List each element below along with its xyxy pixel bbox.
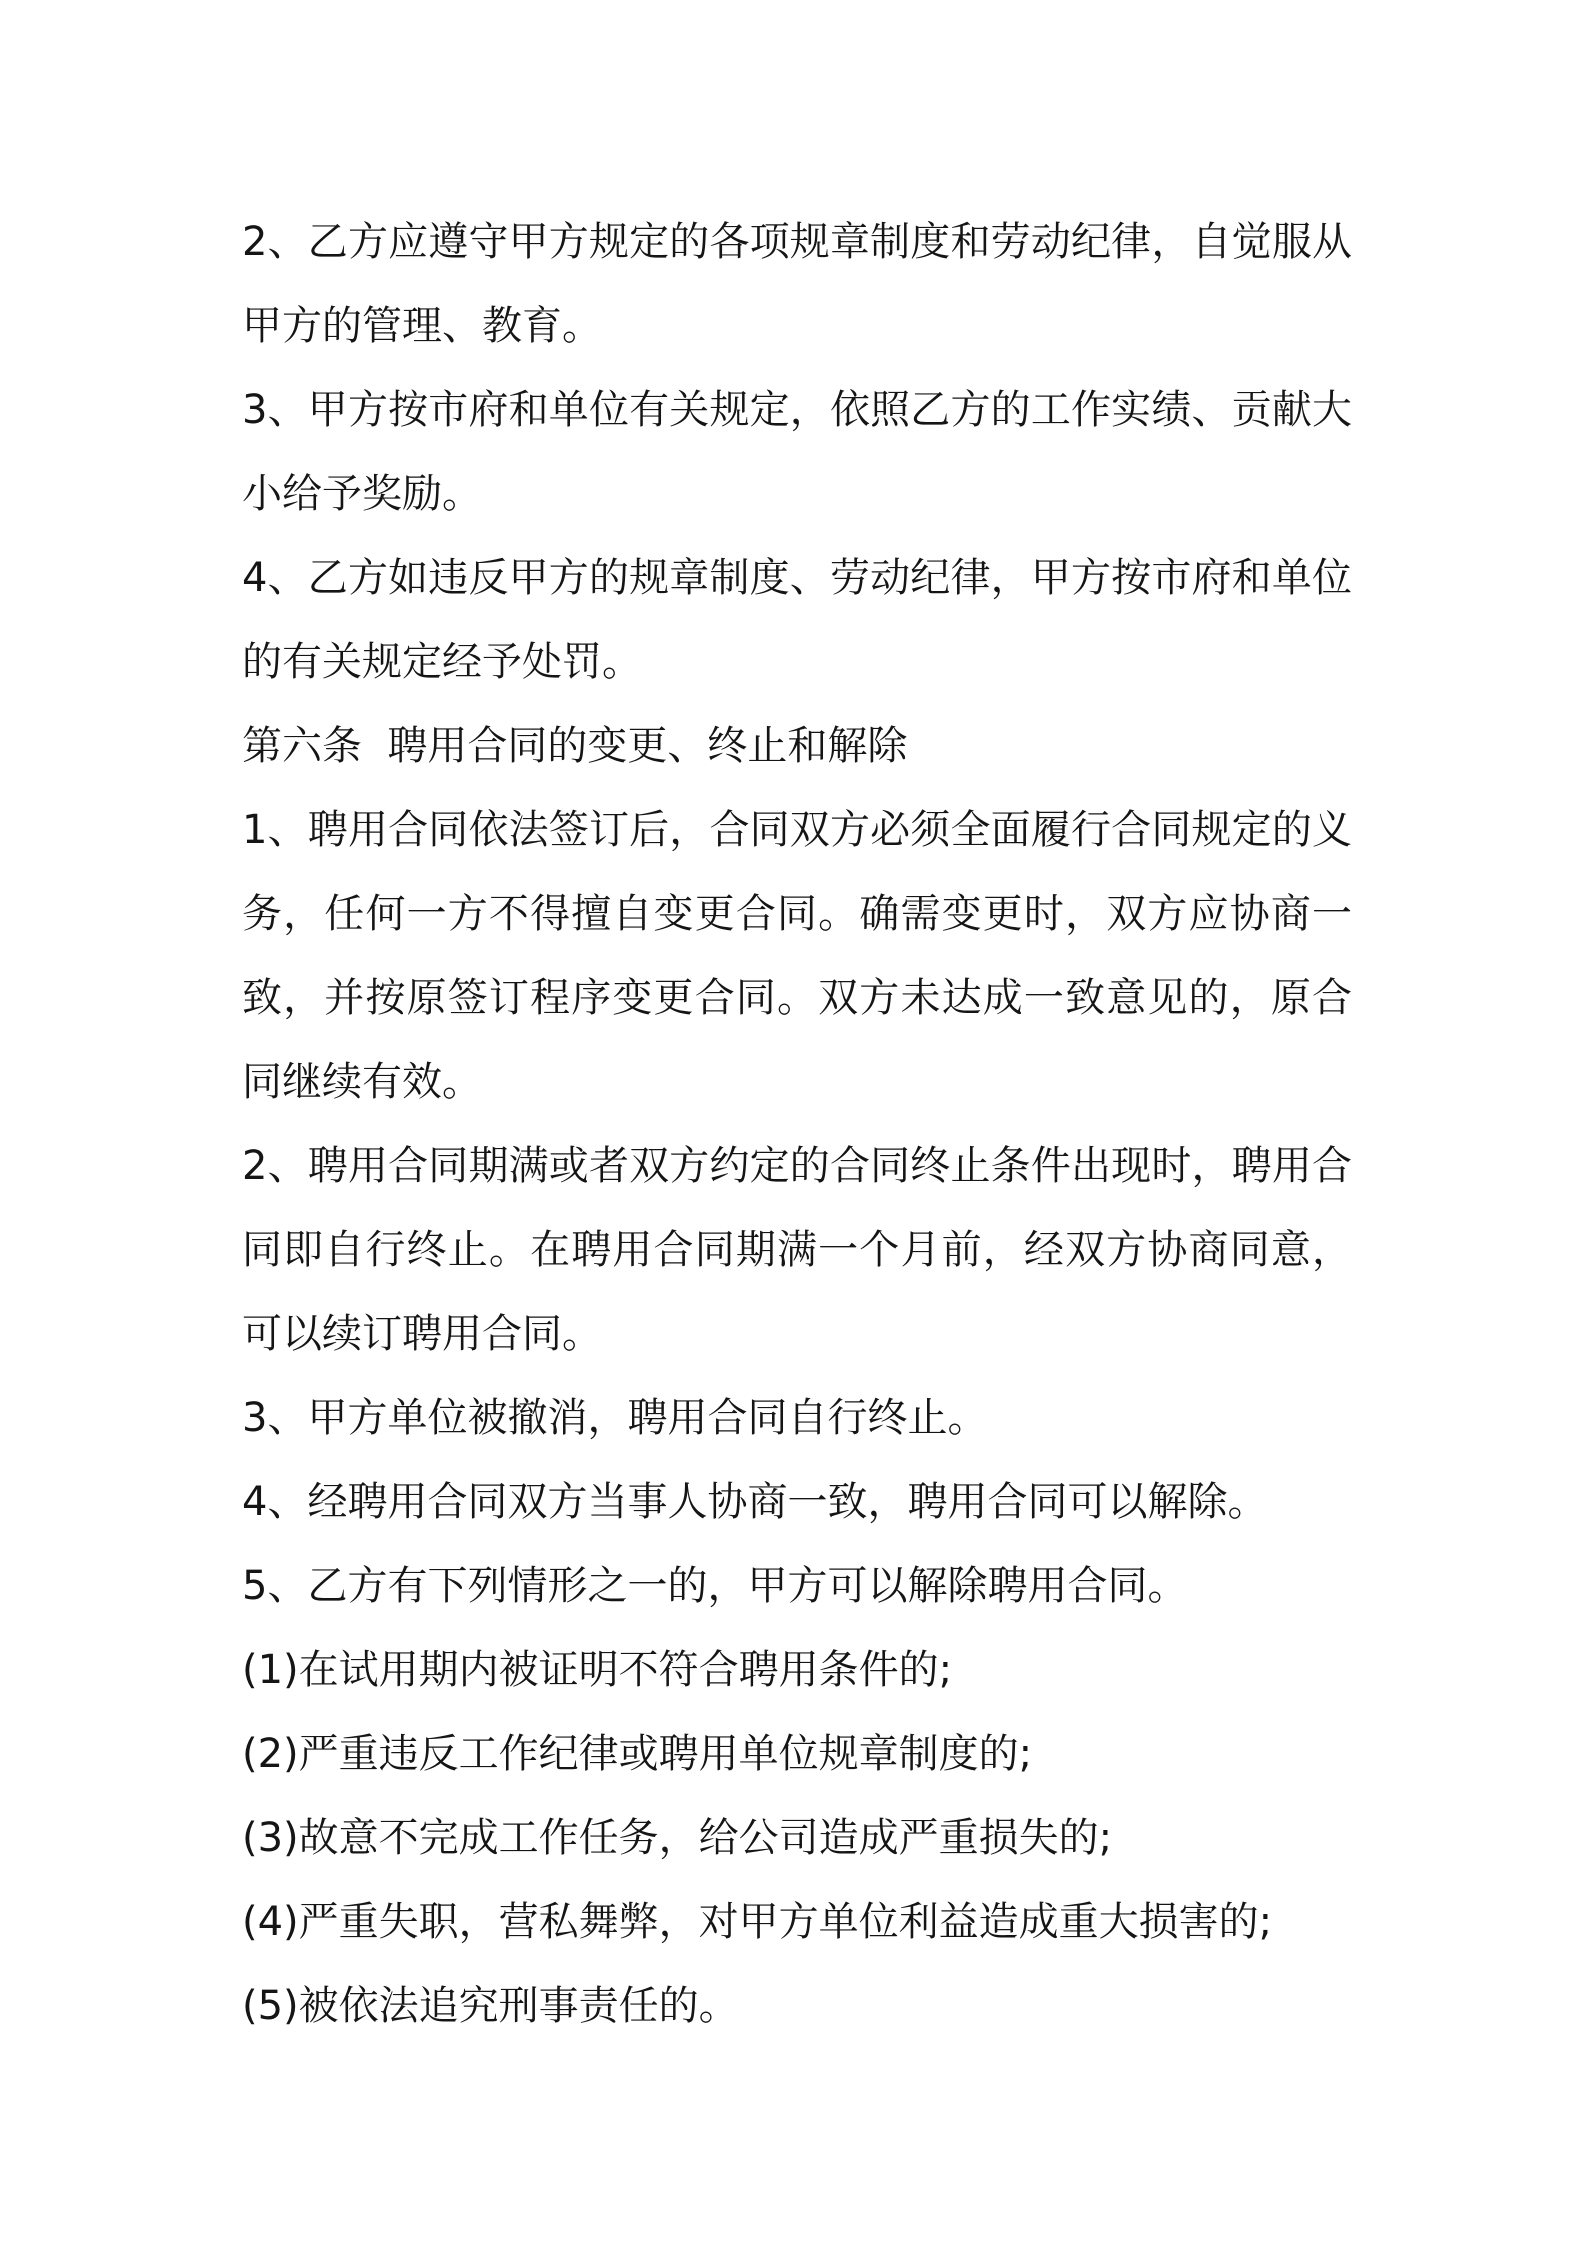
paragraph-contract-expiry: 2、聘用合同期满或者双方约定的合同终止条件出现时，聘用合同即自行终止。在聘用合同期满一个月前，经双方协商同意，可以续订聘用合同。 (242, 1143, 1352, 1357)
condition-item: (5)被依法追究刑事责任的。 (242, 1983, 739, 2029)
paragraph-penalties: 4、乙方如违反甲方的规章制度、劳动纪律，甲方按市府和单位的有关规定经予处罚。 (242, 555, 1352, 685)
paragraph-obey-rules: 2、乙方应遵守甲方规定的各项规章制度和劳动纪律，自觉服从甲方的管理、教育。 (242, 219, 1352, 349)
paragraph-contract-change: 1、聘用合同依法签订后，合同双方必须全面履行合同规定的义务，任何一方不得擅自变更合同。确需变更时，双方应协商一致，并按原签订程序变更合同。双方未达成一致意见的，原合同继续有效。 (242, 807, 1352, 1105)
condition-item: (1)在试用期内被证明不符合聘用条件的; (242, 1647, 953, 1693)
paragraph-mutual-termination: 4、经聘用合同双方当事人协商一致，聘用合同可以解除。 (242, 1479, 1268, 1525)
document-page (242, 200, 1352, 2048)
paragraph-rewards: 3、甲方按市府和单位有关规定，依照乙方的工作实绩、贡献大小给予奖励。 (242, 387, 1352, 517)
section-heading: 第六条 聘用合同的变更、终止和解除 (242, 723, 908, 769)
condition-item: (4)严重失职，营私舞弊，对甲方单位利益造成重大损害的; (242, 1899, 1273, 1945)
condition-item: (3)故意不完成工作任务，给公司造成严重损失的; (242, 1815, 1113, 1861)
paragraph-termination-grounds: 5、乙方有下列情形之一的，甲方可以解除聘用合同。 (242, 1563, 1188, 1609)
paragraph-unit-revoked: 3、甲方单位被撤消，聘用合同自行终止。 (242, 1395, 988, 1441)
condition-item: (2)严重违反工作纪律或聘用单位规章制度的; (242, 1731, 1033, 1777)
